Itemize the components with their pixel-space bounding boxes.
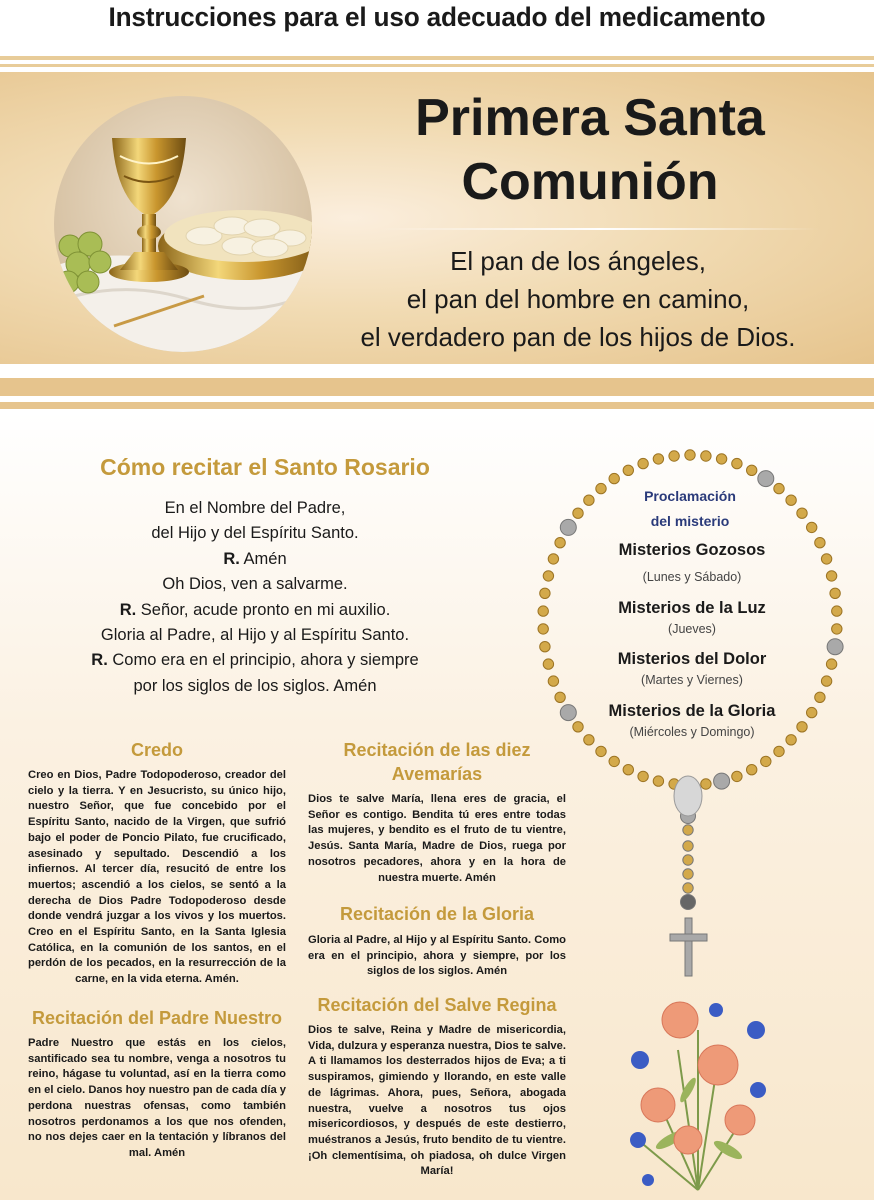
rosary-bead-icon (747, 765, 757, 775)
rosary-bead-icon (732, 458, 742, 468)
rosary-bead-icon (714, 773, 730, 789)
rosary-bead-icon (747, 465, 757, 475)
title-divider (380, 228, 820, 230)
chalice-icon (54, 96, 312, 352)
rosary-bead-icon (609, 756, 619, 766)
rosary-bead-icon (540, 588, 550, 598)
subtitle-line-3: el verdadero pan de los hijos de Dios. (360, 322, 796, 352)
salve-title: Recitación del Salve Regina (317, 995, 557, 1015)
rosary-bead-icon (807, 707, 817, 717)
proclamation-label (600, 484, 780, 534)
rosario-line: Gloria al Padre, al Hijo y al Espíritu Santo. (100, 626, 410, 645)
rosary-bead-icon (681, 895, 696, 910)
document-header: Instrucciones para el uso adecuado del medicamento (108, 2, 766, 32)
rosario-line: R. Amén (223, 549, 287, 568)
rosary-bead-icon (685, 450, 695, 460)
rosary-bead-icon (555, 692, 565, 702)
rosary-bead-icon (555, 538, 565, 548)
rosary-bead-icon (543, 659, 553, 669)
bottom-stripe-2 (0, 402, 874, 409)
rosary-bead-icon (732, 771, 742, 781)
rosary-bead-icon (701, 451, 711, 461)
rosary-bead-icon (560, 519, 576, 535)
rosary-bead-icon (683, 855, 693, 865)
page-title (330, 86, 850, 214)
rosary-bead-icon (815, 538, 825, 548)
subtitle-line-1: El pan de los ángeles, (450, 246, 706, 276)
mystery-name: Misterios Gozosos (618, 541, 766, 559)
rosario-title: Cómo recitar el Santo Rosario (100, 454, 430, 480)
crucifix-icon (670, 918, 707, 976)
rosary-bead-icon (797, 508, 807, 518)
rosario-line: por los siglos de los siglos. Amén (133, 676, 377, 695)
salve-text: Dios te salve, Reina y Madre de misericordia, Vida, dulzura y esperanza nuestra, Dios te salve. A ti llamamos los desterrados hijos de Eva; a ti suspiramos, gimiendo y llorando, en este valle de lágrimas. Ahora, pues, Señora, abogada nuestra, vuelve a nosotros tus ojos misericordiosos, y después de este destierro, muéstranos a Jesús, fruto bendito de tu vientre. ¡Oh clementísima, oh piadosa, oh dulce Virgen María! (308, 1024, 566, 1178)
avemarias-title (308, 738, 566, 786)
rosary-bead-icon (584, 495, 594, 505)
rosary-bead-icon (683, 841, 693, 851)
rosary-bead-icon (543, 571, 553, 581)
mystery-days: (Lunes y Sábado) (642, 570, 742, 584)
proclamation-line-2: del misterio (650, 513, 730, 529)
mystery-name: Misterios de la Gloria (608, 702, 776, 720)
rosary-bead-icon (774, 746, 784, 756)
subtitle (318, 242, 838, 356)
rosary-bead-icon (653, 454, 663, 464)
mystery-item (580, 701, 804, 741)
rosary-bead-icon (573, 508, 583, 518)
mystery-item (580, 649, 804, 689)
rosary-bead-icon (638, 771, 648, 781)
rosary-bead-icon (538, 624, 548, 634)
rosario-line: R. Señor, acude pronto en mi auxilio. (119, 600, 391, 619)
rosary-bead-icon (653, 776, 663, 786)
rosary-bead-icon (669, 451, 679, 461)
gloria-text: Gloria al Padre, al Hijo y al Espíritu Santo. Como era en el principio, ahora y siempre, por los siglos de los siglos. Amén (308, 934, 566, 978)
rosary-bead-icon (786, 495, 796, 505)
padre-nuestro-text: Padre Nuestro que estás en los cielos, santificado sea tu nombre, venga a nosotros tu reino, hágase tu voluntad, así en la tierra como en el cielo. Danos hoy nuestro pan de cada día y perdona nuestras ofensas, como también nosotros perdonamos a los que nos ofenden, no nos dejes caer en la tentación y líbranos del mal. Amén (28, 1037, 287, 1159)
top-stripe-1 (0, 56, 874, 60)
title-line-2: Comunión (461, 153, 719, 211)
rosary-bead-icon (596, 746, 606, 756)
rosary-bead-icon (683, 869, 693, 879)
rosary-bead-icon (701, 779, 711, 789)
top-stripe-2 (0, 64, 874, 67)
rosary-bead-icon (560, 705, 576, 721)
mystery-item (580, 540, 804, 586)
rosary-bead-icon (548, 676, 558, 686)
rosario-line: En el Nombre del Padre, (164, 499, 346, 517)
rosary-bead-icon (830, 588, 840, 598)
credo-text: Creo en Dios, Padre Todopoderoso, creador del cielo y la tierra. Y en Jesucristo, su único hijo, nuestro Señor, que fue concebido por el Espíritu Santo, nacido de la Virgen, que sufrió bajo el poder de Poncio Pilato, fue crucificado, asesinado y sepultado. Descendió a los infiernos. Al tercer día, resucitó de entre los muertos; ascendió a los cielos, se sentó a la derecha de Dios Padre Todopoderoso desde donde vendrá juzgar a los vivos y los muertos. Creo en el Espíritu Santo, en la Santa Iglesia Católica, en la comunión de los santos, en el perdón de los pecados, en la resurrección de la carne, en la vida eterna. Amén. (28, 769, 286, 986)
rosary-bead-icon (821, 676, 831, 686)
rosary-bead-icon (826, 571, 836, 581)
rosary-bead-icon (815, 692, 825, 702)
flower-bouquet-icon (618, 990, 778, 1195)
rosary-bead-icon (832, 624, 842, 634)
mystery-name: Misterios de la Luz (618, 599, 766, 617)
chalice-photo (54, 96, 312, 352)
medallion-icon (674, 776, 702, 816)
rosario-line: Oh Dios, ven a salvarme. (162, 575, 348, 594)
avemarias-text: Dios te salve María, llena eres de gracia, el Señor es contigo. Bendita tú eres entre todas las mujeres, y bendito es el fruto de tu vientre, Jesús. Santa María, Madre de Dios, ruega por nosotros pecadores, ahora y en la hora de nuestra muerte. Amén (308, 793, 566, 884)
mystery-days: (Martes y Viernes) (641, 673, 743, 687)
rosario-line: R. Como era en el principio, ahora y siempre (91, 651, 419, 670)
rosary-bead-icon (826, 659, 836, 669)
bottom-stripe-1 (0, 378, 874, 396)
subtitle-line-2: el pan del hombre en camino, (406, 284, 750, 314)
rosary-bead-icon (540, 642, 550, 652)
rosario-text (50, 496, 460, 699)
rosary-bead-icon (623, 765, 633, 775)
avemarias-title-line-2: Avemarías (391, 764, 483, 784)
mystery-item (580, 598, 804, 638)
rosary-bead-icon (761, 756, 771, 766)
rosary-bead-icon (638, 458, 648, 468)
rosary-bead-icon (623, 465, 633, 475)
gloria-title: Recitación de la Gloria (339, 904, 535, 924)
rosary-bead-icon (548, 554, 558, 564)
rosary-bead-icon (716, 454, 726, 464)
proclamation-line-1: Proclamación (644, 488, 736, 504)
rosario-line: del Hijo y del Espíritu Santo. (151, 524, 359, 543)
rosary-bead-icon (827, 639, 843, 655)
rosary-bead-icon (832, 606, 842, 616)
avemarias-title-line-1: Recitación de las diez (343, 740, 531, 760)
rosary-bead-icon (683, 883, 693, 893)
rosary-bead-icon (538, 606, 548, 616)
rosary-bead-icon (683, 825, 693, 835)
mystery-name: Misterios del Dolor (617, 650, 767, 668)
rosary-bead-icon (609, 473, 619, 483)
title-line-1: Primera Santa (415, 89, 765, 147)
mystery-days: (Jueves) (668, 622, 716, 636)
credo-title: Credo (130, 740, 183, 760)
mystery-days: (Miércoles y Domingo) (629, 725, 755, 739)
rosary-bead-icon (821, 554, 831, 564)
rosary-bead-icon (807, 522, 817, 532)
padre-nuestro-title: Recitación del Padre Nuestro (31, 1008, 283, 1028)
